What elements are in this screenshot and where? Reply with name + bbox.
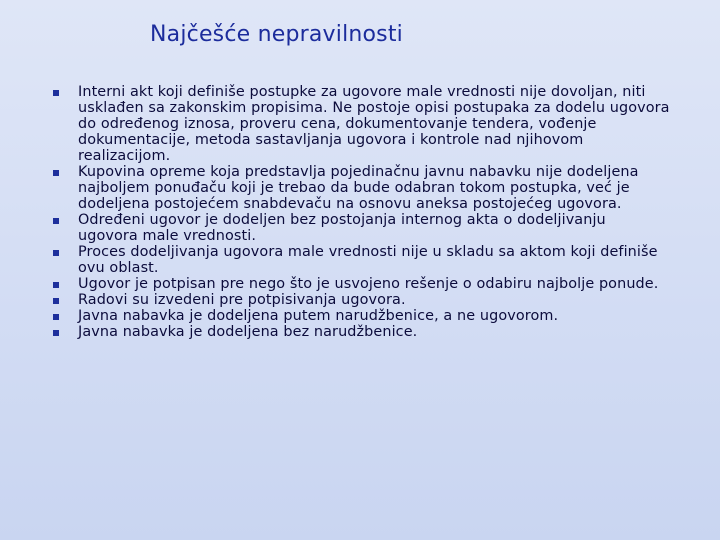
list-item bbox=[50, 212, 670, 244]
bullet-text: Radovi su izvedeni pre potpisivanja ugovora. bbox=[78, 292, 406, 308]
square-bullet-icon bbox=[53, 90, 59, 96]
bullet-text: Proces dodeljivanja ugovora male vrednosti nije u skladu sa aktom koji definiše ovu oblast. bbox=[78, 244, 658, 276]
bullet-text: Ugovor je potpisan pre nego što je usvojeno rešenje o odabiru najbolje ponude. bbox=[78, 276, 659, 292]
list-item bbox=[50, 276, 670, 292]
bullet-text: Kupovina opreme koja predstavlja pojedinačnu javnu nabavku nije dodeljena najboljem ponuđaču koji je trebao da bude odabran tokom postupka, već je dodeljena postojećem snabdevaču na osnovu aneksa postojećeg ugovora. bbox=[78, 164, 639, 212]
list-item bbox=[50, 164, 670, 212]
list-item bbox=[50, 324, 670, 340]
square-bullet-icon bbox=[53, 218, 59, 224]
bullet-text: Interni akt koji definiše postupke za ugovore male vrednosti nije dovoljan, niti usklađen sa zakonskim propisima. Ne postoje opisi postupaka za dodelu ugovora do određenog iznosa, proveru cena, dokumentovanje tendera, vođenje dokumentacije, metoda sastavljanja ugovora i kontrole nad njihovom realizacijom. bbox=[78, 84, 670, 164]
square-bullet-icon bbox=[53, 330, 59, 336]
list-item bbox=[50, 244, 670, 276]
square-bullet-icon bbox=[53, 298, 59, 304]
list-item bbox=[50, 308, 670, 324]
square-bullet-icon bbox=[53, 250, 59, 256]
bullet-text: Određeni ugovor je dodeljen bez postojanja internog akta o dodeljivanju ugovora male vrednosti. bbox=[78, 212, 606, 244]
list-item bbox=[50, 292, 670, 308]
square-bullet-icon bbox=[53, 170, 59, 176]
slide-title: Najčešće nepravilnosti bbox=[150, 22, 403, 47]
bullet-text: Javna nabavka je dodeljena putem narudžbenice, a ne ugovorom. bbox=[78, 308, 559, 324]
bullet-text: Javna nabavka je dodeljena bez narudžbenice. bbox=[78, 324, 418, 340]
square-bullet-icon bbox=[53, 282, 59, 288]
list-item bbox=[50, 84, 670, 164]
square-bullet-icon bbox=[53, 314, 59, 320]
bullet-list bbox=[50, 84, 670, 340]
